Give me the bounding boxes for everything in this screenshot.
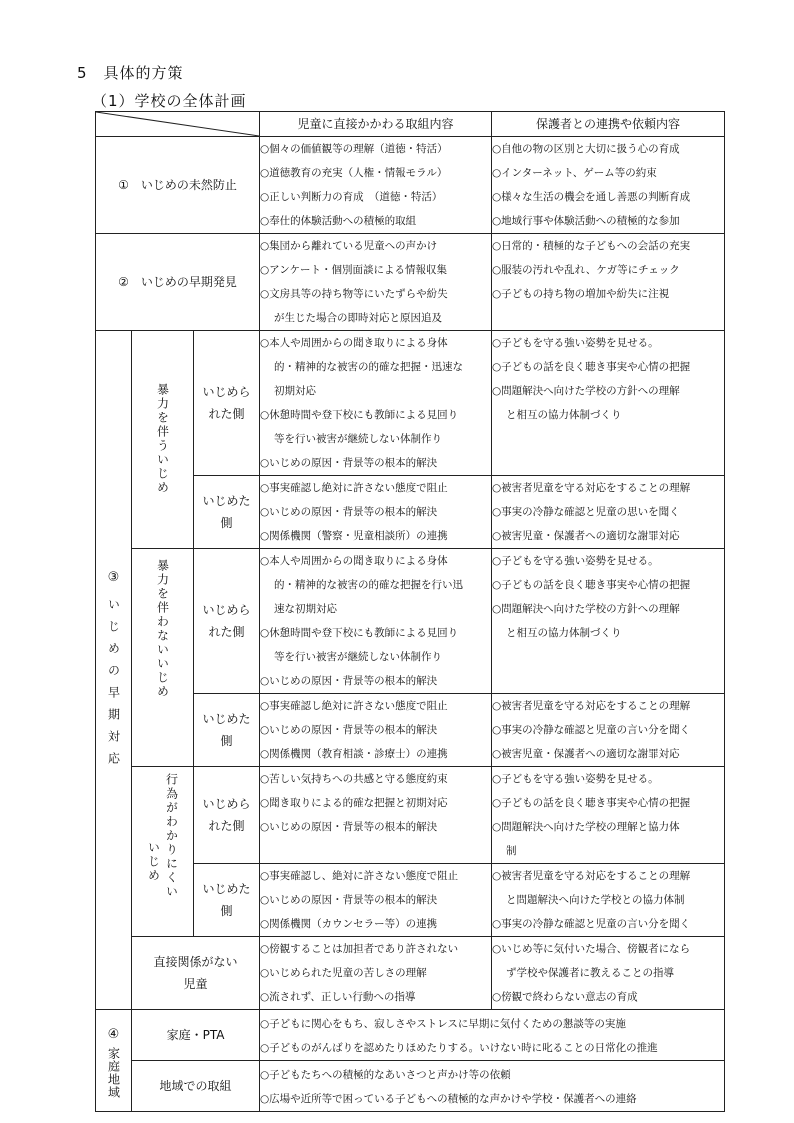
list-item: ○被害者児童を守る対応をすることの理解 (492, 700, 691, 712)
list-item: 等を行い被害が継続しない体制作り (274, 433, 443, 445)
nonviolent-offender-children (260, 694, 492, 767)
list-item: ○問題解決へ向けた学校の理解と協力体 (492, 821, 680, 833)
diagonal-header-cell (96, 112, 260, 137)
list-item: 等を行い被害が継続しない体制作り (274, 651, 443, 663)
section-heading: 5 具体的方策 (77, 64, 184, 82)
list-item: ○本人や周囲からの聞き取りによる身体 (260, 555, 448, 567)
hidden-offender-guardians (492, 864, 725, 937)
header-row (96, 112, 725, 137)
nonviolent-offender-guardians (492, 694, 725, 767)
list-item: ○傍観することは加担者であり許されない (260, 943, 459, 955)
violent-victim-row (96, 331, 725, 476)
hidden-victim-row (96, 767, 725, 864)
list-item: ○休憩時間や登下校にも教師による見回り (260, 409, 459, 421)
list-item: 的・精神的な被害の的確な把握・迅速な (274, 361, 464, 373)
list-item: ○休憩時間や登下校にも教師による見回り (260, 627, 459, 639)
list-item: と問題解決へ向けた学校との協力体制 (506, 894, 685, 906)
hidden-victim-children (260, 767, 492, 864)
list-item: ○流されず、正しい行動への指導 (260, 991, 416, 1003)
violent-label: 暴力を伴ういじめ (132, 331, 194, 549)
list-item: ず学校や保護者に教えることの指導 (506, 967, 675, 979)
bystander-label: 直接関係がない 児童 (132, 937, 260, 1010)
column-header-children: 児童に直接かかわる取組内容 (260, 112, 492, 137)
list-item: 制 (506, 845, 517, 857)
bystander-children (260, 937, 492, 1010)
list-item: ○問題解決へ向けた学校の方針への理解 (492, 385, 680, 397)
hidden-victim-guardians (492, 767, 725, 864)
early-detection-row (96, 234, 725, 331)
diagonal-line (96, 112, 259, 136)
list-item: ○奉仕的体験活動への積極的取組 (260, 215, 417, 227)
nonviolent-victim-row (96, 549, 725, 694)
hidden-label: 行為がわかりにくい いじめ (132, 767, 194, 937)
early-detection-children (260, 234, 492, 331)
list-item: ○子どもに関心をもち、寂しさやストレスに早期に気付くための懇談等の実施 (260, 1018, 626, 1030)
list-item: ○被害者児童を守る対応をすることの理解 (492, 482, 691, 494)
list-item: と相互の協力体制づくり (506, 409, 622, 421)
list-item: ○いじめの原因・背景等の根本的解決 (260, 724, 438, 736)
list-item: ○事実確認し絶対に許さない態度で阻止 (260, 482, 448, 494)
response-label (96, 331, 132, 1010)
list-item: ○子どものがんばりを認めたりほめたりする。いけない時に叱ることの日常化の推進 (260, 1042, 658, 1054)
home-pta-items (260, 1010, 725, 1061)
nonviolent-offender-label: いじめた 側 (194, 694, 260, 767)
hidden-offender-children (260, 864, 492, 937)
list-item: ○関係機関（教育相談・診療士）の連携 (260, 748, 448, 760)
list-item: ○子どもを守る強い姿勢を見せる。 (492, 555, 659, 567)
community-number: ④ (107, 1026, 120, 1042)
list-item: ○子どもの話を良く聴き事実や心情の把握 (492, 797, 691, 809)
local-label: 地域での取組 (132, 1061, 260, 1112)
bystander-guardians (492, 937, 725, 1010)
list-item: ○傍観で終わらない意志の育成 (492, 991, 638, 1003)
list-item: ○文房具等の持ち物等にいたずらや紛失 (260, 288, 448, 300)
community-label (96, 1010, 132, 1112)
response-vertical-label: いじめの早期対応 (106, 598, 121, 774)
list-item: ○広場や近所等で困っている子どもへの積極的な声かけや学校・保護者への連絡 (260, 1093, 637, 1105)
section-subheading: （1）学校の全体計画 (92, 92, 247, 110)
community-vertical-label: 家庭地域 (106, 1046, 121, 1099)
list-item: ○関係機関（カウンセラー等）の連携 (260, 918, 438, 930)
violent-offender-children (260, 476, 492, 549)
early-detection-guardians (492, 234, 725, 331)
prevention-guardians (492, 137, 725, 234)
list-item: ○インターネット、ゲーム等の約束 (492, 167, 657, 179)
list-item: ○いじめられた児童の苦しさの理解 (260, 967, 427, 979)
response-number: ③ (107, 570, 120, 585)
list-item: ○道徳教育の充実（人権・情報モラル） (260, 167, 448, 179)
list-item: ○いじめの原因・背景等の根本的解決 (260, 821, 438, 833)
nonviolent-victim-guardians (492, 549, 725, 694)
list-item: ○個々の価値観等の理解（道徳・特活） (260, 143, 448, 155)
list-item: ○いじめ等に気付いた場合、傍観者になら (492, 943, 691, 955)
list-item: ○苦しい気持ちへの共感と守る態度約束 (260, 773, 448, 785)
nonviolent-victim-children (260, 549, 492, 694)
list-item: ○事実の冷静な確認と児童の思いを聞く (492, 506, 680, 518)
list-item: ○子どもの持ち物の増加や紛失に注視 (492, 288, 670, 300)
hidden-offender-label: いじめた 側 (194, 864, 260, 937)
local-row (96, 1061, 725, 1112)
list-item: ○子どもを守る強い姿勢を見せる。 (492, 773, 659, 785)
list-item: 的・精神的な被害の的確な把握を行い迅 (274, 579, 464, 591)
plan-table (95, 111, 725, 1112)
home-pta-row (96, 1010, 725, 1061)
list-item: ○事実の冷静な確認と児童の言い分を聞く (492, 918, 691, 930)
violent-victim-children (260, 331, 492, 476)
list-item: ○被害児童・保護者への適切な謝罪対応 (492, 530, 680, 542)
hidden-victim-label: いじめら れた側 (194, 767, 260, 864)
early-detection-label: ② いじめの早期発見 (96, 234, 260, 331)
list-item: ○被害者児童を守る対応をすることの理解 (492, 870, 691, 882)
list-item: ○事実確認し絶対に許さない態度で阻止 (260, 700, 448, 712)
list-item: と相互の協力体制づくり (506, 627, 622, 639)
home-pta-label: 家庭・PTA (132, 1010, 260, 1061)
list-item: ○事実確認し、絶対に許さない態度で阻止 (260, 870, 459, 882)
list-item: 初期対応 (274, 385, 317, 397)
list-item: ○アンケート・個別面談による情報収集 (260, 264, 448, 276)
list-item: ○正しい判断力の育成 （道徳・特活） (260, 191, 443, 203)
list-item: ○子どもを守る強い姿勢を見せる。 (492, 337, 659, 349)
list-item: ○いじめの原因・背景等の根本的解決 (260, 506, 438, 518)
violent-victim-label: いじめら れた側 (194, 331, 260, 476)
list-item: ○問題解決へ向けた学校の方針への理解 (492, 603, 680, 615)
prevention-row (96, 137, 725, 234)
list-item: ○集団から離れている児童への声かけ (260, 240, 438, 252)
list-item: ○子どもの話を良く聴き事実や心情の把握 (492, 579, 691, 591)
violent-offender-label: いじめた 側 (194, 476, 260, 549)
list-item: ○日常的・積極的な子どもへの会話の充実 (492, 240, 691, 252)
list-item: ○いじめの原因・背景等の根本的解決 (260, 894, 438, 906)
prevention-label: ① いじめの未然防止 (96, 137, 260, 234)
list-item: ○自他の物の区別と大切に扱う心の育成 (492, 143, 680, 155)
list-item: ○服装の汚れや乱れ、ケガ等にチェック (492, 264, 680, 276)
nonviolent-victim-label: いじめら れた側 (194, 549, 260, 694)
list-item: ○本人や周囲からの聞き取りによる身体 (260, 337, 448, 349)
list-item: ○関係機関（警察・児童相談所）の連携 (260, 530, 448, 542)
list-item: 速な初期対応 (274, 603, 338, 615)
list-item: ○被害児童・保護者への適切な謝罪対応 (492, 748, 680, 760)
violent-offender-guardians (492, 476, 725, 549)
list-item: ○事実の冷静な確認と児童の言い分を聞く (492, 724, 691, 736)
list-item: ○いじめの原因・背景等の根本的解決 (260, 457, 438, 469)
column-header-guardians: 保護者との連携や依頼内容 (492, 112, 725, 137)
nonviolent-label: 暴力を伴わないいじめ (132, 549, 194, 767)
list-item: ○子どもの話を良く聴き事実や心情の把握 (492, 361, 691, 373)
bystander-row (96, 937, 725, 1010)
list-item: ○いじめの原因・背景等の根本的解決 (260, 675, 438, 687)
list-item: ○聞き取りによる的確な把握と初期対応 (260, 797, 448, 809)
list-item: が生じた場合の即時対応と原因追及 (274, 312, 443, 324)
list-item: ○様々な生活の機会を通し善悪の判断育成 (492, 191, 691, 203)
local-items (260, 1061, 725, 1112)
list-item: ○地域行事や体験活動への積極的な参加 (492, 215, 680, 227)
prevention-children (260, 137, 492, 234)
list-item: ○子どもたちへの積極的なあいさつと声かけ等の依頼 (260, 1069, 511, 1081)
violent-victim-guardians (492, 331, 725, 476)
